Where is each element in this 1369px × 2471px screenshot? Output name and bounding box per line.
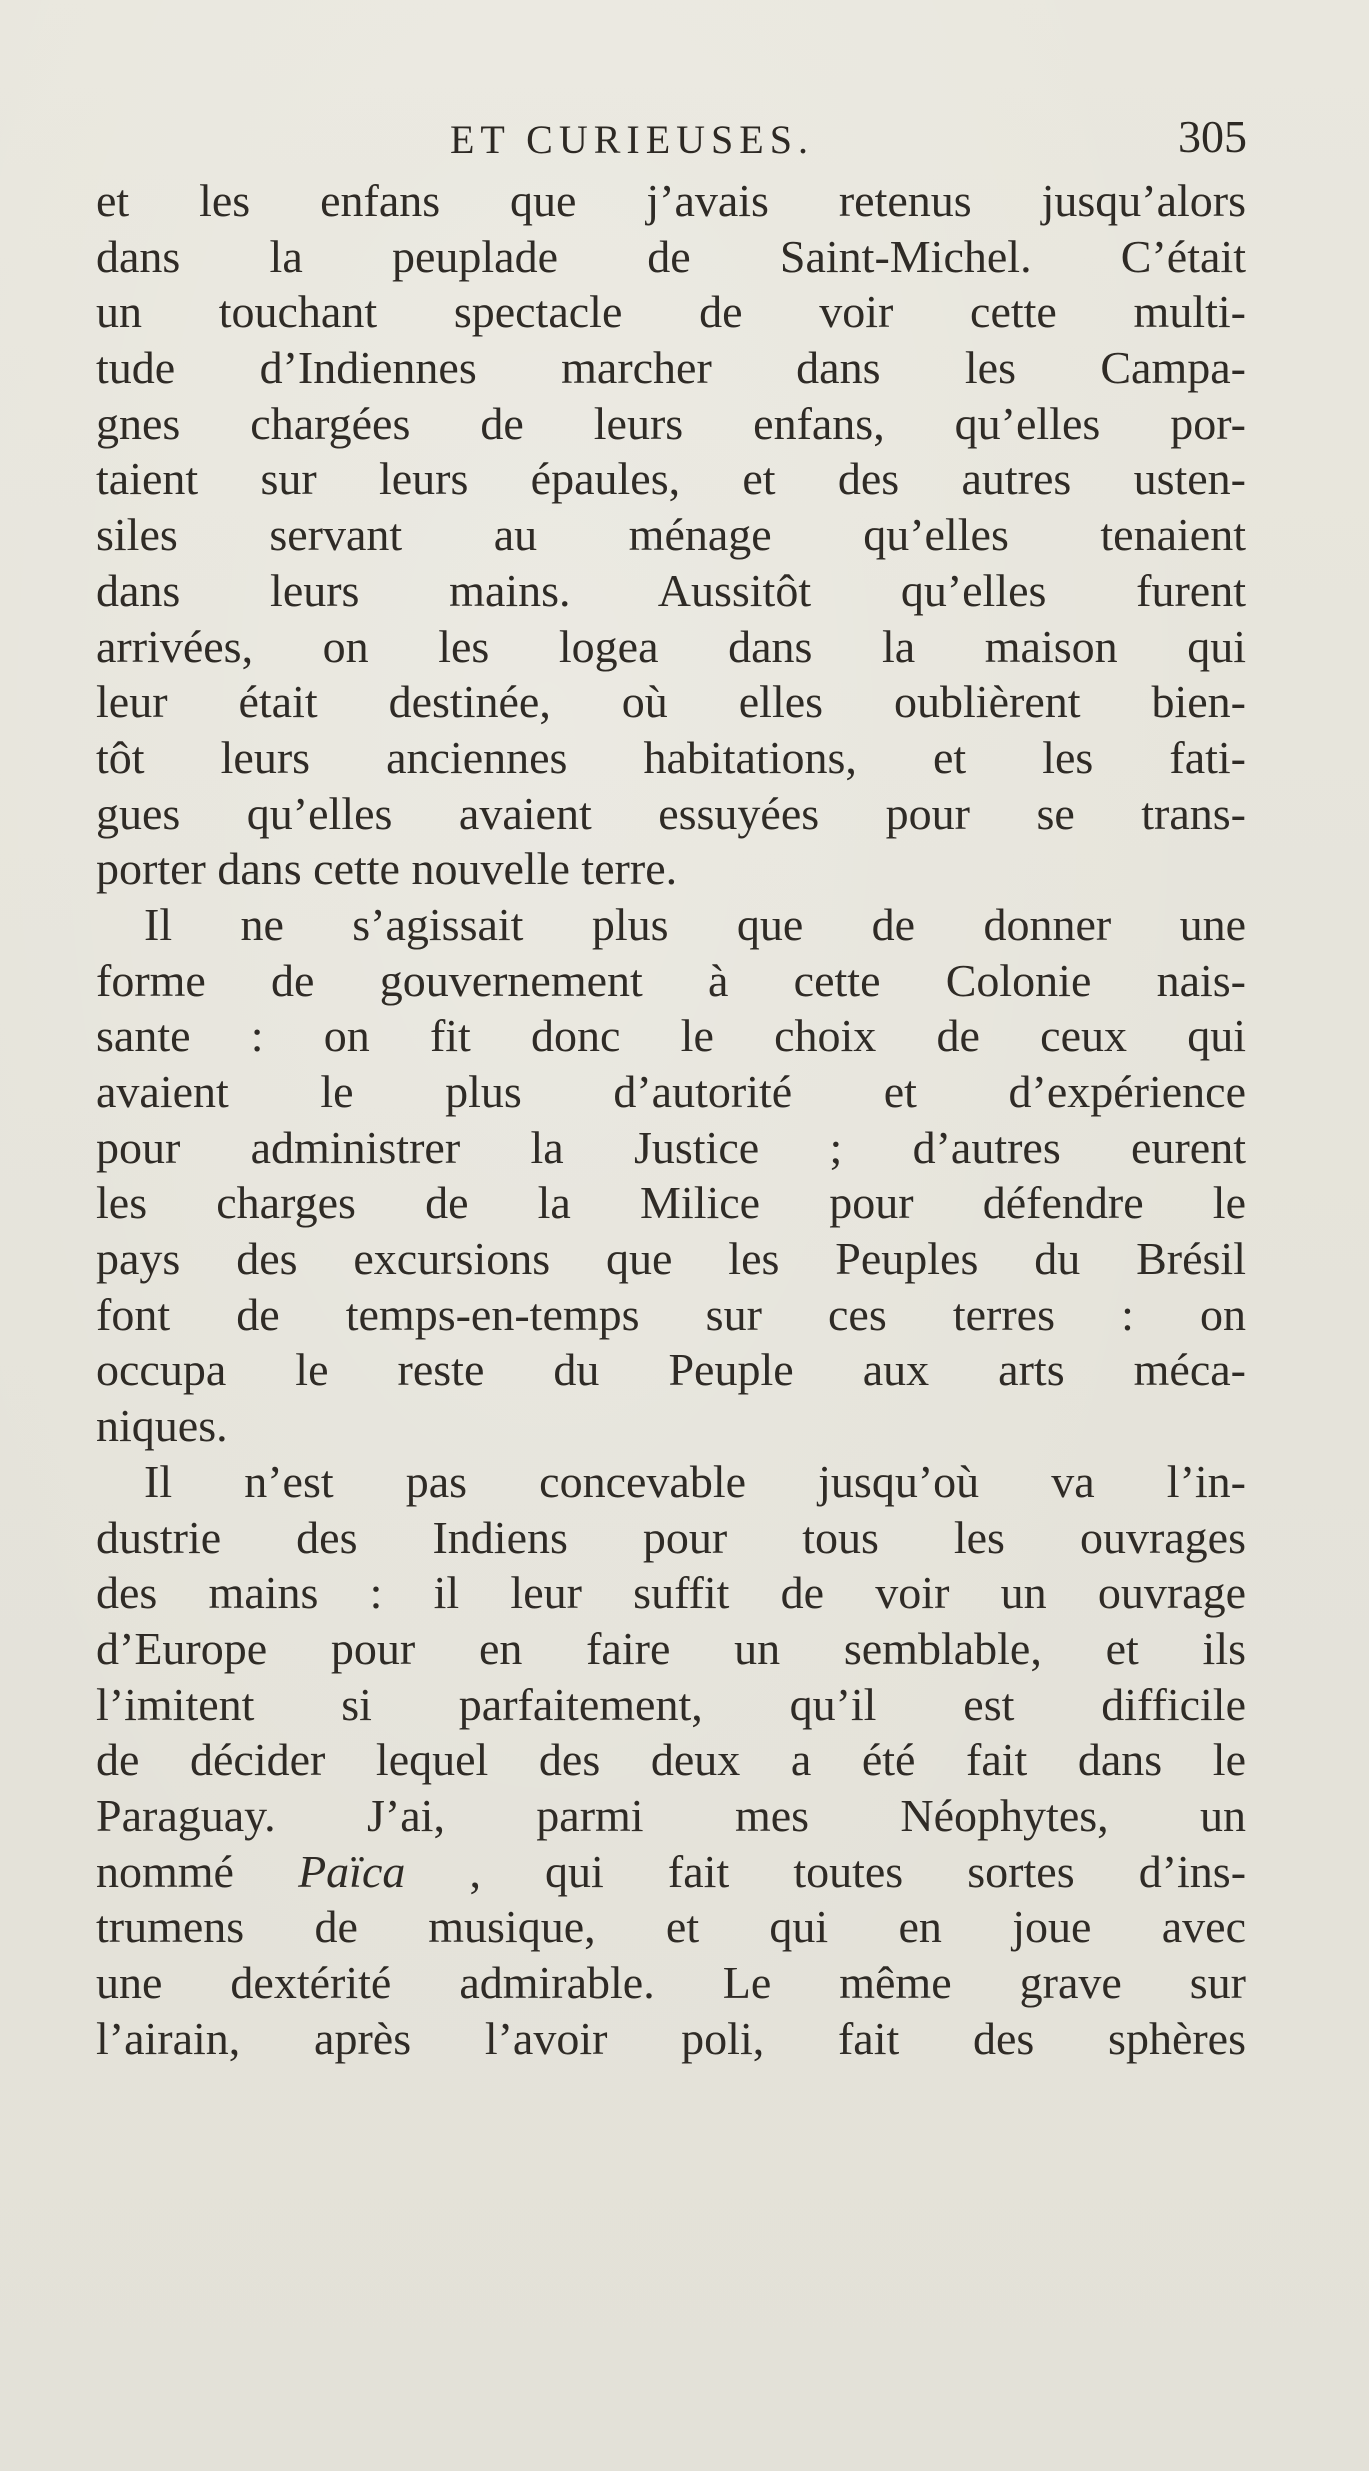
text-line: avaient le plus d’autorité et d’expérience bbox=[96, 1066, 1246, 1117]
text-line: de décider lequel des deux a été fait dans le bbox=[96, 1734, 1246, 1786]
text-line: taient sur leurs épaules, et des autres usten- bbox=[96, 453, 1246, 505]
text-line: trumens de musique, et qui en joue avec bbox=[96, 1901, 1246, 1953]
text-line bbox=[96, 1844, 1246, 1900]
text-line: des mains : il leur suffit de voir un ouvrage bbox=[96, 1567, 1246, 1619]
text-line: et les enfans que j’avais retenus jusqu’alors bbox=[96, 175, 1246, 226]
text-line: un touchant spectacle de voir cette multi- bbox=[96, 286, 1246, 338]
text-line: gnes chargées de leurs enfans, qu’elles por- bbox=[96, 397, 1246, 449]
text-line: les charges de la Milice pour défendre le bbox=[96, 1177, 1246, 1229]
text-segment: , qui fait toutes sortes d’ins- bbox=[469, 1845, 1246, 1897]
text-line: gues qu’elles avaient essuyées pour se trans- bbox=[96, 787, 1246, 839]
text-line: Il ne s’agissait plus que de donner une bbox=[144, 898, 1246, 950]
text-line: occupa le reste du Peuple aux arts méca- bbox=[96, 1344, 1246, 1396]
text-line: arrivées, on les logea dans la maison qui bbox=[96, 620, 1246, 672]
text-line: porter dans cette nouvelle terre. bbox=[96, 843, 678, 895]
text-line: sante : on fit donc le choix de ceux qui bbox=[96, 1010, 1246, 1062]
text-line: niques. bbox=[96, 1400, 228, 1452]
running-title: ET CURIEUSES. bbox=[450, 117, 814, 162]
page-number: 305 bbox=[1178, 111, 1247, 162]
page-header bbox=[0, 108, 1369, 178]
text-line: font de temps-en-temps sur ces terres : on bbox=[96, 1288, 1246, 1340]
text-line: tude d’Indiennes marcher dans les Campa- bbox=[96, 342, 1246, 394]
text-line: Il n’est pas concevable jusqu’où va l’in- bbox=[144, 1455, 1246, 1507]
text-line: une dextérité admirable. Le même grave sur bbox=[96, 1957, 1246, 2008]
text-line: d’Europe pour en faire un semblable, et ils bbox=[96, 1622, 1246, 1674]
text-line: dans la peuplade de Saint-Michel. C’était bbox=[96, 230, 1246, 282]
text-line: tôt leurs anciennes habitations, et les fati- bbox=[96, 731, 1246, 783]
text-line: l’airain, après l’avoir poli, fait des sphères bbox=[96, 2012, 1246, 2064]
text-line: pour administrer la Justice ; d’autres eurent bbox=[96, 1121, 1246, 1173]
text-line: l’imitent si parfaitement, qu’il est difficile bbox=[96, 1678, 1246, 1730]
text-segment: nommé bbox=[96, 1845, 234, 1897]
text-line: forme de gouvernement à cette Colonie nais- bbox=[96, 954, 1246, 1006]
text-line: pays des excursions que les Peuples du Brésil bbox=[96, 1233, 1246, 1285]
text-line: dustrie des Indiens pour tous les ouvrages bbox=[96, 1511, 1246, 1563]
italic-name: Païca bbox=[298, 1845, 406, 1897]
body-text bbox=[96, 173, 1246, 2066]
text-line: siles servant au ménage qu’elles tenaient bbox=[96, 509, 1246, 561]
text-line: dans leurs mains. Aussitôt qu’elles furent bbox=[96, 564, 1246, 616]
text-line: Paraguay. J’ai, parmi mes Néophytes, un bbox=[96, 1789, 1246, 1841]
text-line: leur était destinée, où elles oublièrent bien- bbox=[96, 676, 1246, 728]
